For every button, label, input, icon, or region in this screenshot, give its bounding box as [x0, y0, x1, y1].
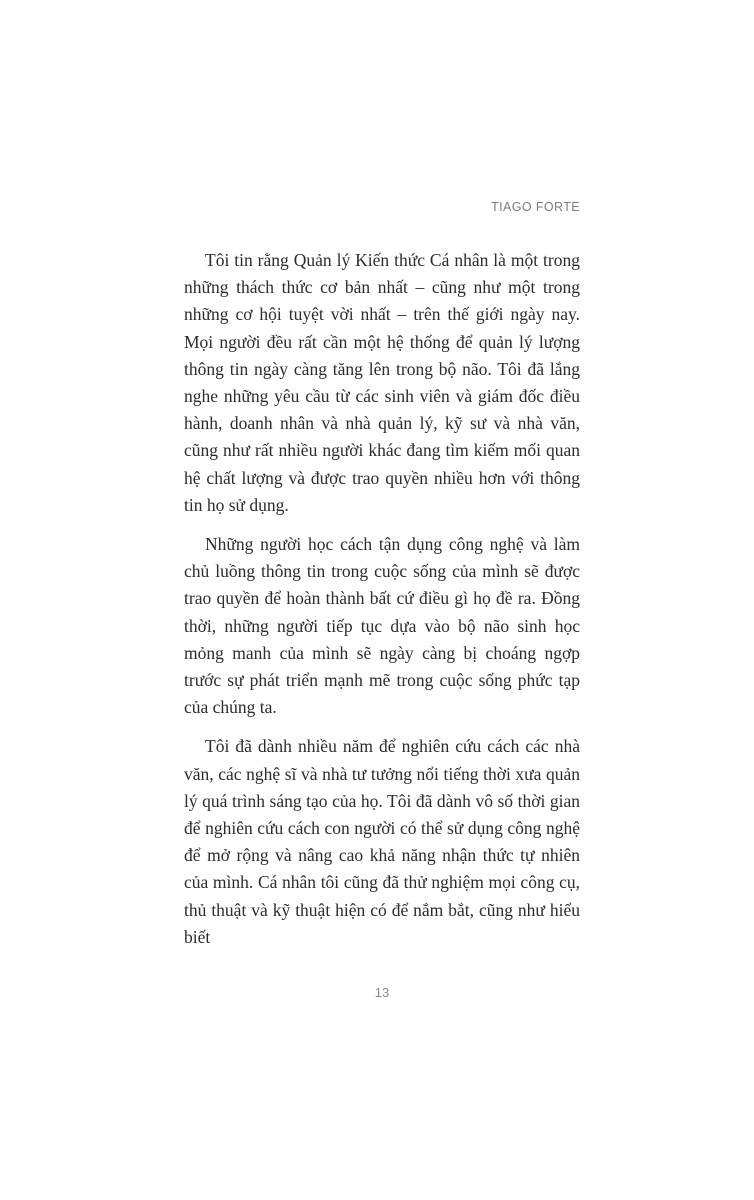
paragraph-1: Tôi tin rằng Quản lý Kiến thức Cá nhân là một trong những thách thức cơ bản nhất – cũng như một trong những cơ hội tuyệt vời nhất – trên thế giới ngày nay. Mọi người đều rất cần một hệ thống để quản lý lượng thông tin ngày càng tăng lên trong bộ não. Tôi đã lắng nghe những yêu cầu từ các sinh viên và giám đốc điều hành, doanh nhân và nhà quản lý, kỹ sư và nhà văn, cũng như rất nhiều người khác đang tìm kiếm mối quan hệ chất lượng và được trao quyền nhiều hơn với thông tin họ sử dụng. [184, 250, 580, 515]
body-text-block [184, 247, 580, 963]
paragraph-3: Tôi đã dành nhiều năm để nghiên cứu cách các nhà văn, các nghệ sĩ và nhà tư tưởng nổi tiếng thời xưa quản lý quá trình sáng tạo của họ. Tôi đã dành vô số thời gian để nghiên cứu cách con người có thể sử dụng công nghệ để mở rộng và nâng cao khả năng nhận thức tự nhiên của mình. Cá nhân tôi cũng đã thử nghiệm mọi công cụ, thủ thuật và kỹ thuật hiện có để nắm bắt, cũng như hiểu biết [184, 736, 580, 947]
running-header: TIAGO FORTE [491, 200, 580, 214]
paragraph-2: Những người học cách tận dụng công nghệ và làm chủ luồng thông tin trong cuộc sống của mình sẽ được trao quyền để hoàn thành bất cứ điều gì họ đề ra. Đồng thời, những người tiếp tục dựa vào bộ não sinh học mỏng manh của mình sẽ ngày càng bị choáng ngợp trước sự phát triển mạnh mẽ trong cuộc sống phức tạp của chúng ta. [184, 534, 580, 718]
page-number: 13 [374, 985, 390, 1000]
